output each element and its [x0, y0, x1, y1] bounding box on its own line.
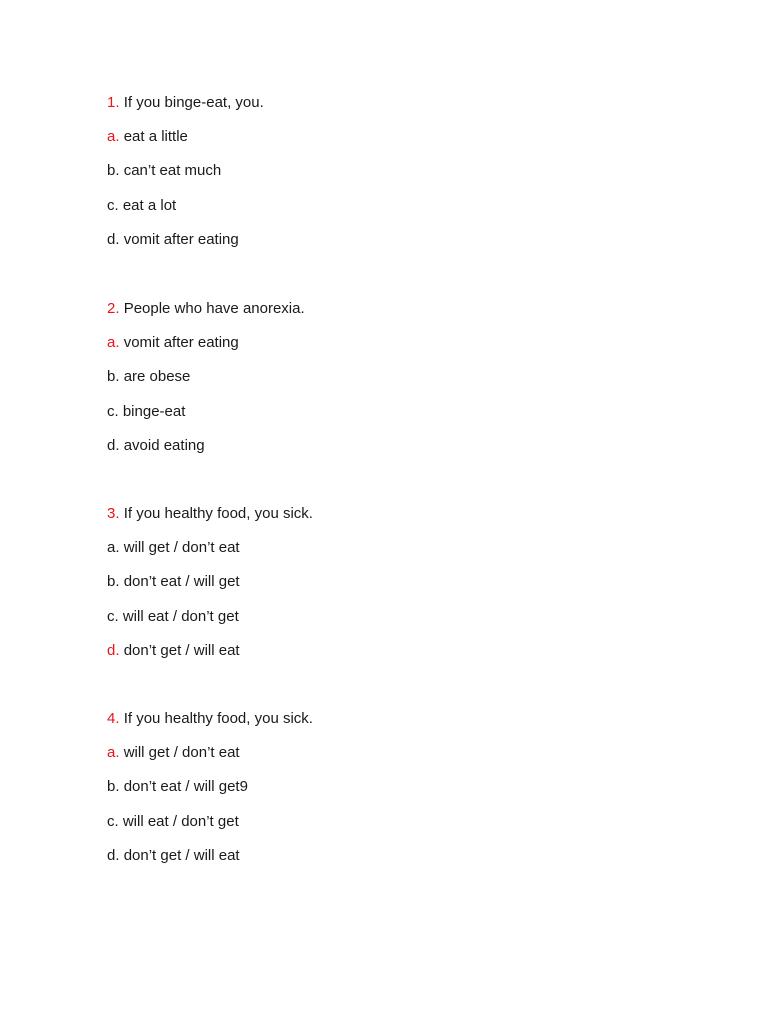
option-b [107, 777, 667, 811]
question-number: 3. [107, 505, 120, 522]
option-text: eat a little [123, 128, 188, 146]
option-letter: a. [107, 744, 120, 762]
question-1 [107, 93, 667, 264]
option-text: will eat / don’t get [122, 607, 239, 625]
option-text: binge-eat [122, 402, 186, 420]
option-letter: d. [107, 846, 120, 864]
question-text: People who have anorexia. [123, 300, 305, 317]
question-2 [107, 299, 667, 470]
option-text: vomit after eating [123, 334, 239, 352]
option-text: avoid eating [123, 436, 205, 454]
option-d [107, 641, 667, 675]
question-text: If you healthy food, you sick. [123, 505, 313, 522]
option-letter: a. [107, 539, 120, 557]
option-c [107, 196, 667, 230]
option-b [107, 367, 667, 401]
option-text: will eat / don’t get [122, 812, 239, 830]
option-letter: d. [107, 641, 120, 659]
option-letter: c. [107, 196, 119, 214]
option-text: eat a lot [122, 196, 177, 214]
option-letter: a. [107, 334, 120, 352]
question-text: If you healthy food, you sick. [123, 710, 313, 727]
option-d [107, 230, 667, 264]
option-letter: d. [107, 436, 120, 454]
option-c [107, 402, 667, 436]
question-4 [107, 709, 667, 880]
option-a [107, 333, 667, 367]
option-text: will get / don’t eat [123, 539, 240, 557]
option-letter: b. [107, 573, 120, 591]
question-number: 4. [107, 710, 120, 727]
option-b [107, 572, 667, 606]
question-3 [107, 504, 667, 675]
option-letter: c. [107, 607, 119, 625]
option-letter: c. [107, 402, 119, 420]
question-stem [107, 709, 667, 743]
question-stem [107, 93, 667, 127]
option-text: vomit after eating [123, 230, 239, 248]
option-letter: a. [107, 128, 120, 146]
option-text: don’t eat / will get9 [123, 778, 248, 796]
option-c [107, 812, 667, 846]
option-d [107, 846, 667, 880]
option-a [107, 127, 667, 161]
question-text: If you binge-eat, you. [123, 94, 264, 111]
option-text: are obese [123, 368, 191, 386]
question-number: 1. [107, 94, 120, 111]
option-b [107, 161, 667, 195]
option-letter: b. [107, 162, 120, 180]
option-text: don’t get / will eat [123, 846, 240, 864]
option-text: can’t eat much [123, 162, 222, 180]
option-text: will get / don’t eat [123, 744, 240, 762]
option-a [107, 538, 667, 572]
question-number: 2. [107, 300, 120, 317]
option-letter: c. [107, 812, 119, 830]
option-d [107, 436, 667, 470]
option-a [107, 743, 667, 777]
option-letter: b. [107, 368, 120, 386]
option-letter: d. [107, 230, 120, 248]
question-stem [107, 504, 667, 538]
question-stem [107, 299, 667, 333]
option-letter: b. [107, 778, 120, 796]
option-text: don’t eat / will get [123, 573, 240, 591]
option-c [107, 607, 667, 641]
option-text: don’t get / will eat [123, 641, 240, 659]
